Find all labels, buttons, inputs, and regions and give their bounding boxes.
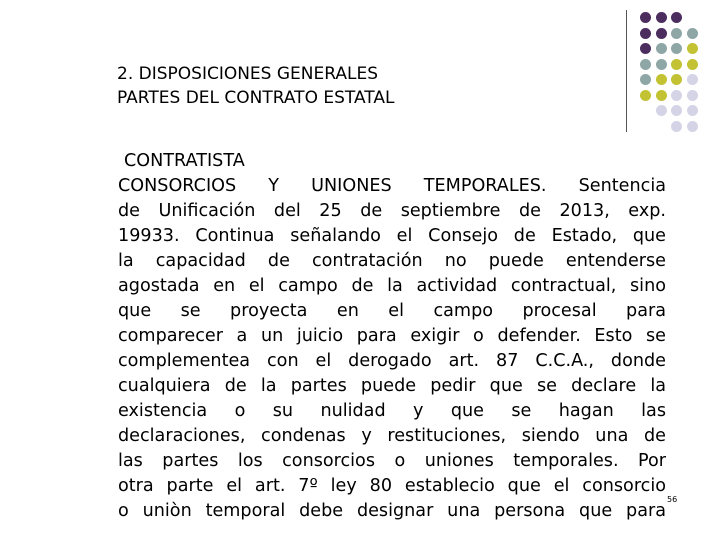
decorative-dot xyxy=(656,43,667,54)
decorative-dot xyxy=(687,43,698,54)
decorative-dot xyxy=(640,12,651,23)
body-line: declaraciones, condenas y restituciones, siendo una de xyxy=(118,426,666,446)
decorative-dot xyxy=(640,74,651,85)
decorative-dot xyxy=(671,90,682,101)
body-line: la capacidad de contratación no puede entenderse xyxy=(118,251,666,271)
body-line: otra parte el art. 7º ley 80 establecio que el consorcio xyxy=(118,476,666,496)
decorative-dot xyxy=(671,59,682,70)
body-line: agostada en el campo de la actividad contractual, sino xyxy=(118,276,666,296)
body-line: o uniòn temporal debe designar una persona que para xyxy=(118,501,666,521)
slide-body xyxy=(118,149,666,524)
decorative-dot xyxy=(656,59,667,70)
title-line-2: PARTES DEL CONTRATO ESTATAL xyxy=(117,88,395,108)
decorative-dot xyxy=(687,28,698,39)
decorative-dot xyxy=(656,74,667,85)
body-paragraph xyxy=(118,174,666,524)
page-number: 56 xyxy=(667,495,678,504)
vertical-divider xyxy=(626,10,627,132)
decorative-dot xyxy=(687,74,698,85)
body-line: 19933. Continua señalando el Consejo de Estado, que xyxy=(118,226,666,246)
body-line: que se proyecta en el campo procesal para xyxy=(118,301,666,321)
decorative-dot xyxy=(656,28,667,39)
decorative-dot xyxy=(671,74,682,85)
decorative-dot xyxy=(656,90,667,101)
body-line: de Unificación del 25 de septiembre de 2013, exp. xyxy=(118,201,666,221)
body-line: las partes los consorcios o uniones temporales. Por xyxy=(118,451,666,471)
body-line: existencia o su nulidad y que se hagan las xyxy=(118,401,666,421)
decorative-dot xyxy=(671,121,682,132)
body-line: comparecer a un juicio para exigir o defender. Esto se xyxy=(118,326,666,346)
body-line: CONSORCIOS Y UNIONES TEMPORALES. Sentencia xyxy=(118,176,666,196)
decorative-dot xyxy=(640,43,651,54)
decorative-dot xyxy=(671,105,682,116)
decorative-dot xyxy=(640,28,651,39)
slide-title xyxy=(117,62,394,110)
decorative-dot xyxy=(671,28,682,39)
decorative-dot xyxy=(671,43,682,54)
body-line: complementea con el derogado art. 87 C.C.A., donde xyxy=(118,351,666,371)
decorative-dot xyxy=(687,90,698,101)
title-line-1: 2. DISPOSICIONES GENERALES xyxy=(117,64,379,84)
section-heading: CONTRATISTA xyxy=(124,151,245,171)
body-line: cualquiera de la partes puede pedir que se declare la xyxy=(118,376,666,396)
decorative-dot xyxy=(656,12,667,23)
decorative-dot xyxy=(656,105,667,116)
decorative-dot xyxy=(687,121,698,132)
decorative-dot xyxy=(671,12,682,23)
decorative-dot xyxy=(640,90,651,101)
decorative-dot xyxy=(640,59,651,70)
decorative-dot xyxy=(687,59,698,70)
decorative-dot xyxy=(687,105,698,116)
